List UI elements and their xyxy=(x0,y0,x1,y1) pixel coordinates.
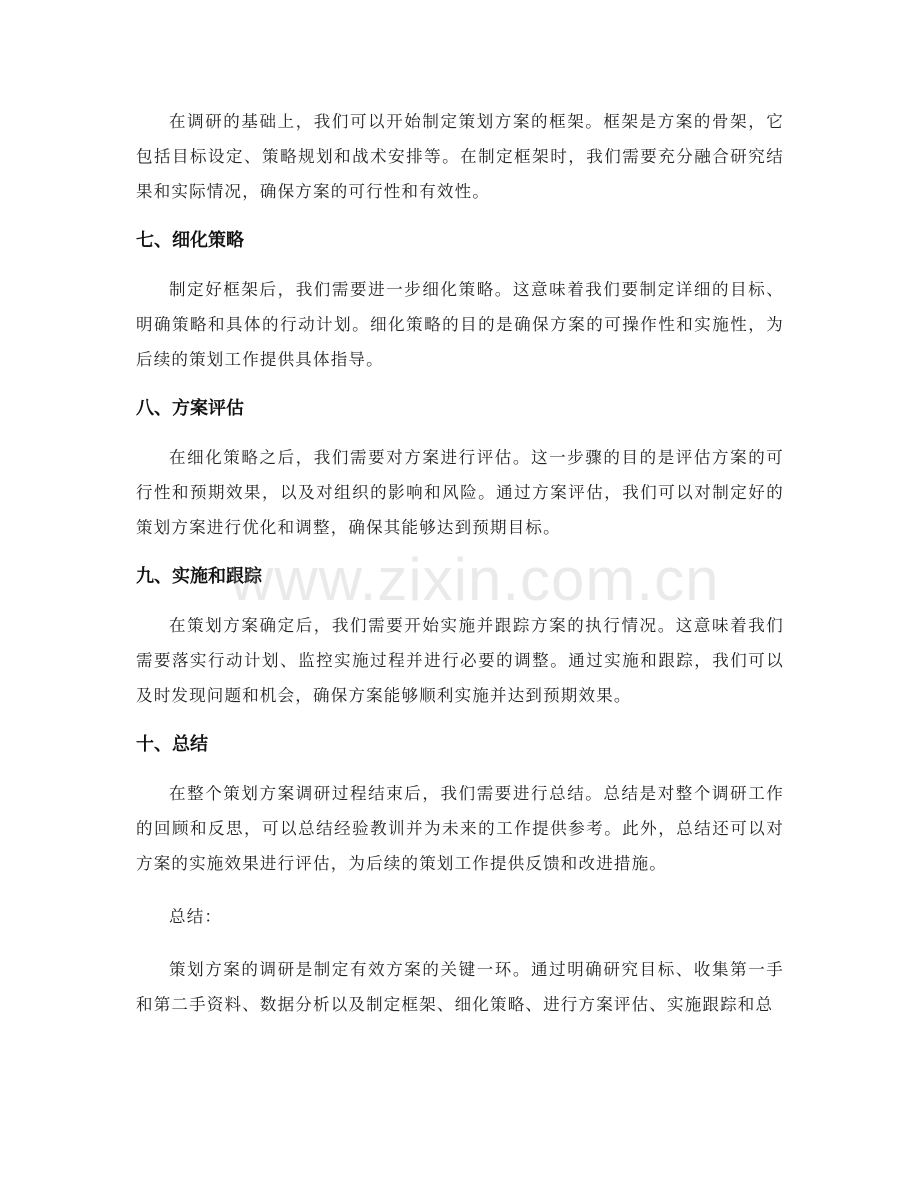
section-body-9: 在策划方案确定后，我们需要开始实施并跟踪方案的执行情况。这意味着我们需要落实行动计划、监控实施过程并进行必要的调整。通过实施和跟踪，我们可以及时发现问题和机会，确保方案能够顺利实施并达到预期效果。 xyxy=(136,616,784,705)
section-heading-10: 十、总结 xyxy=(136,734,208,755)
section-heading-7: 七、细化策略 xyxy=(136,230,244,251)
section-heading-9: 九、实施和跟踪 xyxy=(136,566,262,587)
intro-paragraph: 在调研的基础上，我们可以开始制定策划方案的框架。框架是方案的骨架，它包括目标设定、策略规划和战术安排等。在制定框架时，我们需要充分融合研究结果和实际情况，确保方案的可行性和有效性。 xyxy=(136,112,784,201)
document-content xyxy=(136,104,784,1022)
watermark: www.zixin.com.cn xyxy=(230,546,720,613)
summary-paragraph: 策划方案的调研是制定有效方案的关键一环。通过明确研究目标、收集第一手和第二手资料、数据分析以及制定框架、细化策略、进行方案评估、实施跟踪和总 xyxy=(136,960,784,1014)
section-heading-8: 八、方案评估 xyxy=(136,398,244,419)
summary-label: 总结： xyxy=(169,907,223,926)
section-body-7: 制定好框架后，我们需要进一步细化策略。这意味着我们要制定详细的目标、明确策略和具体的行动计划。细化策略的目的是确保方案的可操作性和实施性，为后续的策划工作提供具体指导。 xyxy=(136,280,784,369)
section-body-8: 在细化策略之后，我们需要对方案进行评估。这一步骤的目的是评估方案的可行性和预期效果，以及对组织的影响和风险。通过方案评估，我们可以对制定好的策划方案进行优化和调整，确保其能够达到预期目标。 xyxy=(136,448,784,537)
section-body-10: 在整个策划方案调研过程结束后，我们需要进行总结。总结是对整个调研工作的回顾和反思，可以总结经验教训并为未来的工作提供参考。此外，总结还可以对方案的实施效果进行评估，为后续的策划工作提供反馈和改进措施。 xyxy=(136,784,784,873)
